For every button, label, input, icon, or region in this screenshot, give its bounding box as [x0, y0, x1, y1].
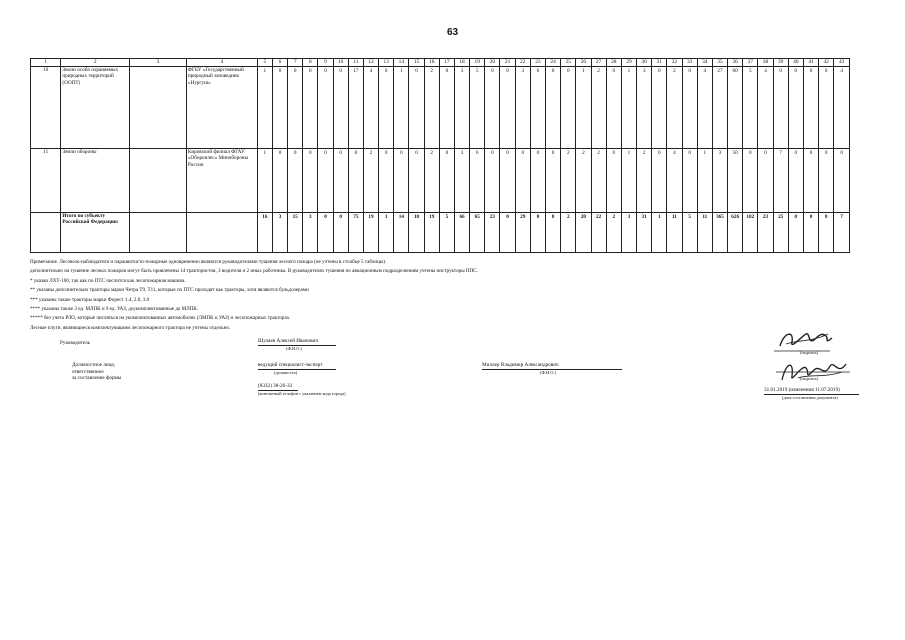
- value-cell: 7: [773, 148, 788, 212]
- column-header-29: 29: [621, 59, 636, 67]
- value-cell: 3: [454, 66, 469, 148]
- column-header-5: 5: [257, 59, 272, 67]
- document-date-caption: (дата составления документа): [782, 394, 838, 400]
- footnote-line: Примечание. Лесовозо-наблюдатели и парашютисто-пожарные одновременно являются руководителями тушения лесного пожара (не учтены в столбце 5 таблицы).: [30, 259, 387, 265]
- responsible-label-line3: за составление формы: [72, 375, 122, 381]
- value-cell: 0: [272, 66, 287, 148]
- head-name-caption: (Ф.И.О.): [286, 345, 303, 351]
- value-cell: 1: [257, 66, 272, 148]
- organization: [186, 212, 257, 252]
- value-cell: 1: [576, 66, 591, 148]
- value-cell: 0: [788, 212, 803, 252]
- value-cell: 0: [288, 66, 303, 148]
- column-header-34: 34: [697, 59, 712, 67]
- row-number: 11: [31, 148, 61, 212]
- value-cell: 0: [819, 148, 834, 212]
- value-cell: 0: [546, 148, 561, 212]
- responsible-name: Миллер Владимир Александрович: [482, 362, 622, 370]
- value-cell: 16: [257, 212, 272, 252]
- value-cell: 17: [348, 66, 363, 148]
- column-header-19: 19: [470, 59, 485, 67]
- value-cell: 2: [561, 212, 576, 252]
- value-cell: 4: [758, 66, 773, 148]
- value-cell: 0: [561, 66, 576, 148]
- value-cell: 0: [379, 66, 394, 148]
- value-cell: 65: [470, 212, 485, 252]
- responsible-position: ведущий специалист-эксперт: [258, 362, 336, 370]
- footnote-line: Лесные плуги, являющиеся комплектующими лесопожарного трактора не учтены отдельно.: [30, 324, 231, 331]
- phone-caption: (контактный телефон с указанием кода города): [258, 390, 346, 396]
- value-cell: 4: [363, 66, 378, 148]
- footnote-line: дополнительно на тушение лесных пожаров могут быть привлечены 14 трактористов, 3 водителя и 2 иных работника. В руководителях тушения по авиационным подразделениям учтены инструкторы ППС.: [30, 268, 478, 275]
- value-cell: 0: [834, 148, 850, 212]
- column-header-4: 4: [186, 59, 257, 67]
- column-header-42: 42: [819, 59, 834, 67]
- value-cell: 0: [333, 148, 348, 212]
- value-cell: 0: [682, 66, 697, 148]
- column-header-36: 36: [728, 59, 743, 67]
- value-cell: 50: [728, 148, 743, 212]
- footnote-line: ** указаны дополнительно тракторы марки Четра T9, T11, которые по ПТС проходят как тракторы, хотя являются бульдозерами: [30, 287, 309, 294]
- value-cell: 66: [454, 212, 469, 252]
- value-cell: 2: [363, 148, 378, 212]
- page-number: 63: [447, 27, 459, 38]
- column-header-16: 16: [424, 59, 439, 67]
- column-header-13: 13: [379, 59, 394, 67]
- value-cell: 5: [439, 212, 454, 252]
- column-header-18: 18: [454, 59, 469, 67]
- responsible-name-block: [482, 362, 622, 376]
- row-number: [31, 212, 61, 252]
- value-cell: 0: [439, 148, 454, 212]
- table-header-row: [31, 59, 850, 67]
- value-cell: 0: [303, 66, 318, 148]
- column-header-33: 33: [682, 59, 697, 67]
- table-row: [31, 66, 850, 148]
- value-cell: 3: [712, 148, 727, 212]
- value-cell: 0: [803, 212, 818, 252]
- value-cell: 11: [667, 212, 682, 252]
- value-cell: 0: [272, 148, 287, 212]
- value-cell: 2: [561, 148, 576, 212]
- responsible-position-caption: (должность): [274, 369, 298, 375]
- head-signature-image: [772, 326, 842, 356]
- value-cell: 0: [530, 66, 545, 148]
- value-cell: 0: [652, 66, 667, 148]
- column-header-8: 8: [303, 59, 318, 67]
- value-cell: 0: [530, 212, 545, 252]
- value-cell: 3: [272, 212, 287, 252]
- value-cell: 0: [409, 66, 424, 148]
- value-cell: 0: [606, 66, 621, 148]
- value-cell: 0: [546, 212, 561, 252]
- value-cell: 60: [728, 66, 743, 148]
- value-cell: 0: [773, 66, 788, 148]
- forest-fire-resources-table: [30, 58, 850, 253]
- value-cell: 0: [743, 148, 758, 212]
- value-cell: 2: [637, 148, 652, 212]
- value-cell: 10: [409, 212, 424, 252]
- column-header-10: 10: [333, 59, 348, 67]
- value-cell: 0: [394, 148, 409, 212]
- value-cell: 0: [409, 148, 424, 212]
- value-cell: 0: [500, 148, 515, 212]
- column-header-22: 22: [515, 59, 530, 67]
- value-cell: 0: [485, 66, 500, 148]
- value-cell: 2: [667, 66, 682, 148]
- phone-block: [258, 383, 346, 397]
- value-cell: 2: [424, 66, 439, 148]
- value-cell: 6: [470, 148, 485, 212]
- column-header-9: 9: [318, 59, 333, 67]
- head-label: Руководитель: [60, 340, 91, 346]
- column-header-12: 12: [363, 59, 378, 67]
- value-cell: 0: [819, 212, 834, 252]
- organization: ФГБУ «Государственный природный заповедник «Нургуш»: [186, 66, 257, 148]
- column-header-25: 25: [561, 59, 576, 67]
- value-cell: 1: [621, 66, 636, 148]
- column-header-37: 37: [743, 59, 758, 67]
- column-header-23: 23: [530, 59, 545, 67]
- value-cell: 0: [758, 148, 773, 212]
- column-header-3: 3: [130, 59, 187, 67]
- column-header-17: 17: [439, 59, 454, 67]
- value-cell: 2: [606, 212, 621, 252]
- value-cell: 1: [379, 212, 394, 252]
- phone-number: (8332) 38-26-33: [258, 383, 298, 391]
- column-header-14: 14: [394, 59, 409, 67]
- value-cell: 0: [652, 148, 667, 212]
- column-header-15: 15: [409, 59, 424, 67]
- footnote-line: *** указаны также тракторы марки Форест 1.4, 2.0, 3.0: [30, 296, 150, 303]
- head-name-block: [258, 338, 336, 352]
- value-cell: 29: [515, 212, 530, 252]
- value-cell: 1: [697, 148, 712, 212]
- column-header-41: 41: [803, 59, 818, 67]
- value-cell: 0: [318, 148, 333, 212]
- column-header-7: 7: [288, 59, 303, 67]
- footnote-line: **** указаны также 3 ед. МЛПК и 9 ед. УАЗ, доукомплектованные до МЛПК.: [30, 306, 199, 313]
- head-name: Шулаев Алексей Иванович: [258, 338, 336, 346]
- value-cell: 0: [515, 148, 530, 212]
- value-cell: 27: [712, 66, 727, 148]
- value-cell: 182: [743, 212, 758, 252]
- value-cell: 0: [500, 66, 515, 148]
- value-cell: 3: [515, 66, 530, 148]
- value-cell: 2: [424, 148, 439, 212]
- column-header-2: 2: [61, 59, 130, 67]
- value-cell: 365: [712, 212, 727, 252]
- column-header-21: 21: [500, 59, 515, 67]
- column-header-43: 43: [834, 59, 850, 67]
- column-3-cell: [130, 148, 187, 212]
- responsible-label-line1: Должностное лицо,: [72, 362, 116, 368]
- value-cell: 8: [348, 148, 363, 212]
- column-header-24: 24: [546, 59, 561, 67]
- column-header-35: 35: [712, 59, 727, 67]
- column-header-26: 26: [576, 59, 591, 67]
- table-row: [31, 148, 850, 212]
- value-cell: 0: [500, 212, 515, 252]
- value-cell: 1: [257, 148, 272, 212]
- footnote-line: * указан ЛХТ-100, так как по ПТС числится как лесопожарная машина.: [30, 277, 186, 284]
- land-category: Итого по субъекту Российской Федерации:: [61, 212, 130, 252]
- value-cell: 5: [743, 66, 758, 148]
- value-cell: 3: [637, 66, 652, 148]
- value-cell: 0: [819, 66, 834, 148]
- value-cell: 75: [348, 212, 363, 252]
- value-cell: 25: [773, 212, 788, 252]
- value-cell: 626: [728, 212, 743, 252]
- value-cell: 2: [591, 148, 606, 212]
- value-cell: 1: [394, 66, 409, 148]
- value-cell: 1: [621, 148, 636, 212]
- value-cell: 0: [318, 212, 333, 252]
- land-category: Земли особо охраняемых природных территорий (ООПТ): [61, 66, 130, 148]
- value-cell: 0: [303, 148, 318, 212]
- responsible-name-caption: (Ф.И.О.): [540, 369, 557, 375]
- value-cell: 3: [454, 148, 469, 212]
- value-cell: 3: [621, 212, 636, 252]
- column-3-cell: [130, 212, 187, 252]
- value-cell: 0: [333, 66, 348, 148]
- table-total-row: [31, 212, 850, 252]
- column-header-11: 11: [348, 59, 363, 67]
- value-cell: 0: [318, 66, 333, 148]
- column-header-20: 20: [485, 59, 500, 67]
- value-cell: 2: [591, 66, 606, 148]
- footnote-line: ***** без учета РЛО, которые числяться на укомплектованных автомобилях (ЛМПК и УАЗ) и лесопожарных тракторах.: [30, 315, 291, 322]
- value-cell: 0: [530, 148, 545, 212]
- row-number: 10: [31, 66, 61, 148]
- value-cell: 0: [288, 148, 303, 212]
- value-cell: 7: [834, 212, 850, 252]
- value-cell: 5: [682, 212, 697, 252]
- responsible-label-line2: ответственное: [72, 368, 104, 375]
- value-cell: 3: [303, 212, 318, 252]
- value-cell: 15: [288, 212, 303, 252]
- column-header-40: 40: [788, 59, 803, 67]
- value-cell: 0: [788, 66, 803, 148]
- column-header-39: 39: [773, 59, 788, 67]
- column-header-1: 1: [31, 59, 61, 67]
- value-cell: 19: [363, 212, 378, 252]
- value-cell: 0: [379, 148, 394, 212]
- value-cell: 23: [758, 212, 773, 252]
- land-category: Земли обороны: [61, 148, 130, 212]
- value-cell: 31: [637, 212, 652, 252]
- column-header-32: 32: [667, 59, 682, 67]
- value-cell: 0: [485, 148, 500, 212]
- value-cell: 19: [424, 212, 439, 252]
- value-cell: 0: [788, 148, 803, 212]
- responsible-label: [72, 362, 121, 382]
- value-cell: 0: [546, 66, 561, 148]
- value-cell: 4: [667, 148, 682, 212]
- value-cell: 14: [394, 212, 409, 252]
- value-cell: 4: [697, 66, 712, 148]
- date-block: [764, 387, 859, 401]
- document-date: 31.01.2019 (изменения 11.07.2019): [764, 387, 859, 395]
- value-cell: 2: [576, 148, 591, 212]
- responsible-sign-caption: (подпись): [800, 376, 819, 381]
- value-cell: 11: [697, 212, 712, 252]
- head-sign-caption: (подпись): [800, 350, 819, 355]
- column-3-cell: [130, 66, 187, 148]
- column-header-30: 30: [637, 59, 652, 67]
- value-cell: 4: [834, 66, 850, 148]
- value-cell: 0: [682, 148, 697, 212]
- value-cell: 23: [485, 212, 500, 252]
- value-cell: 0: [606, 148, 621, 212]
- column-header-27: 27: [591, 59, 606, 67]
- value-cell: 0: [439, 66, 454, 148]
- responsible-position-block: [258, 362, 336, 376]
- organization: Кировский филиал ФГАУ «Оборонлес» Минобороны России: [186, 148, 257, 212]
- value-cell: 0: [803, 148, 818, 212]
- column-header-31: 31: [652, 59, 667, 67]
- value-cell: 5: [470, 66, 485, 148]
- value-cell: 0: [333, 212, 348, 252]
- value-cell: 1: [652, 212, 667, 252]
- value-cell: 20: [576, 212, 591, 252]
- column-header-28: 28: [606, 59, 621, 67]
- responsible-signature-image: [776, 358, 856, 386]
- column-header-6: 6: [272, 59, 287, 67]
- value-cell: 0: [803, 66, 818, 148]
- value-cell: 22: [591, 212, 606, 252]
- column-header-38: 38: [758, 59, 773, 67]
- footnotes: [30, 258, 850, 333]
